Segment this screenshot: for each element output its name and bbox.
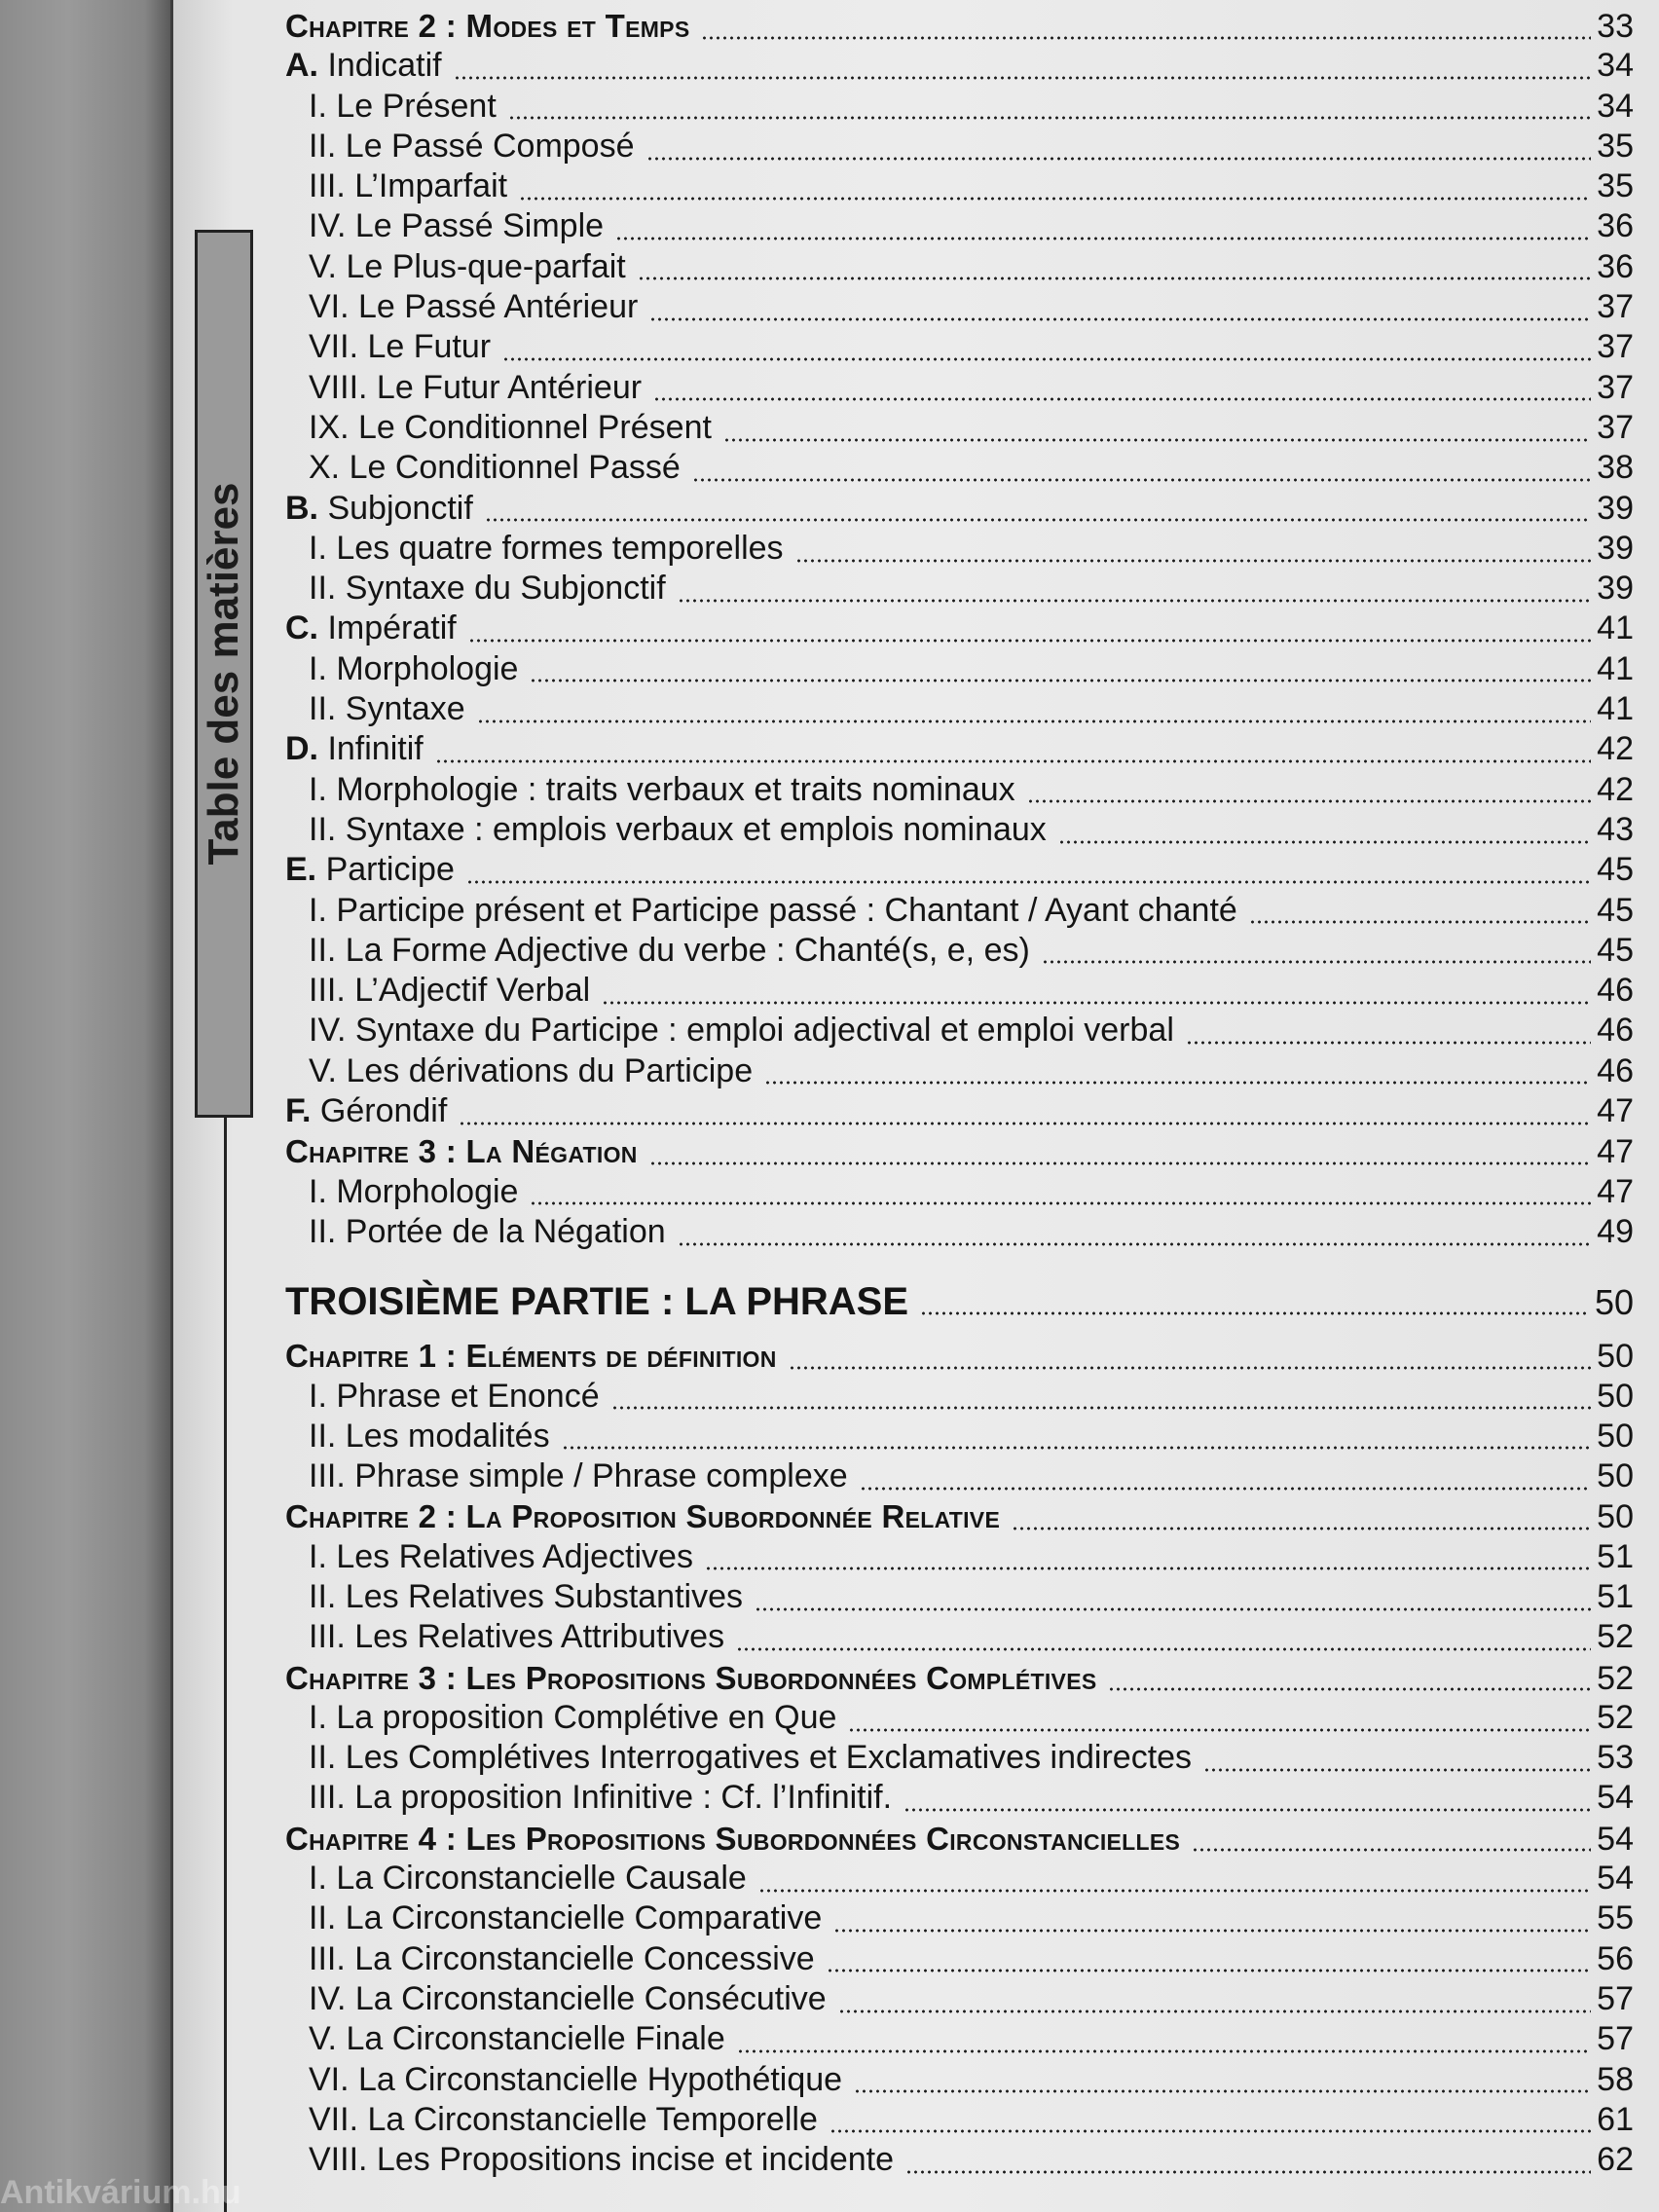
toc-entry-label: II. Syntaxe bbox=[309, 690, 465, 728]
toc-item bbox=[285, 1979, 1634, 2019]
toc-page-number: 47 bbox=[1597, 1133, 1634, 1171]
toc-entry-label: III. L’Imparfait bbox=[309, 167, 508, 205]
toc-item bbox=[285, 206, 1634, 246]
toc-entry-label: Gérondif bbox=[319, 1092, 448, 1130]
toc-entry-label: Chapitre 3 : La Négation bbox=[285, 1133, 638, 1170]
toc-page-number: 51 bbox=[1597, 1537, 1634, 1575]
toc-page-number: 58 bbox=[1597, 2060, 1634, 2098]
toc-item bbox=[285, 649, 1634, 689]
dot-leader bbox=[649, 317, 1591, 321]
toc-entry-label: III. La proposition Infinitive : Cf. l’Infinitif. bbox=[309, 1779, 893, 1817]
toc-item bbox=[285, 2060, 1634, 2100]
toc-page-number: 52 bbox=[1597, 1618, 1634, 1656]
toc-entry-label: II. Les Relatives Substantives bbox=[309, 1577, 744, 1615]
toc-entry-label: III. L’Adjectif Verbal bbox=[309, 972, 591, 1010]
dot-leader bbox=[530, 1201, 1591, 1205]
toc-page-number: 35 bbox=[1597, 167, 1634, 205]
dot-leader bbox=[920, 1311, 1589, 1315]
toc-item bbox=[285, 287, 1634, 327]
dot-leader bbox=[646, 157, 1592, 161]
toc-page-number: 43 bbox=[1597, 810, 1634, 848]
toc-page-number: 54 bbox=[1597, 1779, 1634, 1817]
toc-item bbox=[285, 569, 1634, 608]
toc-page-number: 46 bbox=[1597, 1012, 1634, 1050]
dot-leader bbox=[485, 518, 1591, 522]
toc-section-letter: D. bbox=[285, 730, 318, 768]
toc-page-number: 39 bbox=[1597, 489, 1634, 527]
dot-leader bbox=[830, 2129, 1591, 2133]
dot-leader bbox=[519, 197, 1591, 201]
toc-page-number: 45 bbox=[1597, 931, 1634, 969]
dot-leader bbox=[705, 1567, 1591, 1570]
toc-entry-label: III. La Circonstancielle Concessive bbox=[309, 1939, 815, 1977]
dot-leader bbox=[795, 559, 1592, 563]
toc-entry-label: Chapitre 4 : Les Propositions Subordonnées Circonstancielles bbox=[285, 1820, 1181, 1857]
toc-item bbox=[285, 247, 1634, 287]
toc-item bbox=[285, 2019, 1634, 2059]
toc-page-number: 38 bbox=[1597, 449, 1634, 487]
toc-page-number: 50 bbox=[1597, 1417, 1634, 1455]
dot-leader bbox=[737, 2049, 1591, 2053]
toc-page-number: 42 bbox=[1597, 770, 1634, 808]
toc-page-number: 50 bbox=[1597, 1338, 1634, 1376]
toc-entry-label: Infinitif bbox=[327, 730, 424, 768]
toc-entry-label: Chapitre 2 : La Proposition Subordonnée Relative bbox=[285, 1498, 1001, 1535]
toc-item bbox=[285, 127, 1634, 166]
book-page bbox=[170, 0, 1659, 2212]
dot-leader bbox=[678, 599, 1592, 603]
toc-item bbox=[285, 931, 1634, 971]
toc-page-number: 51 bbox=[1597, 1577, 1634, 1615]
toc-entry-label: I. La Circonstancielle Causale bbox=[309, 1860, 747, 1898]
toc-page-number: 37 bbox=[1597, 288, 1634, 326]
toc-entry-label: I. Le Présent bbox=[309, 87, 497, 125]
toc-page-number: 52 bbox=[1597, 1659, 1634, 1697]
toc-entry-label: Chapitre 1 : Eléments de définition bbox=[285, 1338, 777, 1375]
dot-leader bbox=[905, 2170, 1591, 2174]
toc-page-number: 37 bbox=[1597, 368, 1634, 406]
toc-entry-label: I. Morphologie bbox=[309, 649, 519, 687]
toc-item bbox=[285, 2140, 1634, 2180]
toc-entry-label: VI. Le Passé Antérieur bbox=[309, 288, 639, 326]
toc-page-number: 55 bbox=[1597, 1899, 1634, 1937]
toc-page-number: 50 bbox=[1594, 1282, 1634, 1323]
toc-page-number: 39 bbox=[1597, 570, 1634, 608]
dot-leader bbox=[827, 1969, 1591, 1972]
side-tab-label: Table des matières bbox=[200, 482, 247, 866]
toc-item bbox=[285, 1859, 1634, 1899]
dot-leader bbox=[435, 759, 1591, 763]
toc-page-number: 52 bbox=[1597, 1698, 1634, 1736]
toc-section bbox=[285, 850, 1634, 890]
toc-entry-label: I. Morphologie bbox=[309, 1172, 519, 1210]
toc-page-number: 34 bbox=[1597, 87, 1634, 125]
toc-item bbox=[285, 1417, 1634, 1456]
dot-leader bbox=[764, 1081, 1591, 1085]
toc-entry-label: IV. Le Passé Simple bbox=[309, 207, 605, 245]
side-rule bbox=[224, 1118, 227, 2212]
toc-page-number: 54 bbox=[1597, 1820, 1634, 1858]
toc-page-number: 37 bbox=[1597, 328, 1634, 366]
dot-leader bbox=[508, 116, 1591, 120]
toc-entry-label: Participe bbox=[325, 851, 455, 889]
toc-item bbox=[285, 891, 1634, 931]
toc-item bbox=[285, 1537, 1634, 1577]
toc-section bbox=[285, 489, 1634, 529]
toc-entry-label: I. Les Relatives Adjectives bbox=[309, 1537, 693, 1575]
table-of-contents bbox=[285, 6, 1634, 2180]
toc-page-number: 46 bbox=[1597, 1051, 1634, 1089]
dot-leader bbox=[454, 76, 1592, 80]
toc-item bbox=[285, 368, 1634, 408]
toc-page-number: 49 bbox=[1597, 1212, 1634, 1250]
dot-leader bbox=[701, 36, 1591, 40]
toc-entry-label: TROISIÈME PARTIE : LA PHRASE bbox=[285, 1280, 909, 1324]
toc-entry-label: V. Le Plus-que-parfait bbox=[309, 247, 626, 285]
toc-section-letter: C. bbox=[285, 609, 318, 647]
toc-section-letter: A. bbox=[285, 47, 318, 85]
toc-entry-label: Subjonctif bbox=[327, 489, 473, 527]
dot-leader bbox=[860, 1487, 1591, 1491]
dot-leader bbox=[758, 1889, 1591, 1893]
toc-entry-label: II. La Circonstancielle Comparative bbox=[309, 1899, 823, 1937]
book-spine bbox=[0, 0, 170, 2212]
toc-page-number: 57 bbox=[1597, 2020, 1634, 2058]
toc-item bbox=[285, 1778, 1634, 1818]
toc-entry-label: I. Morphologie : traits verbaux et traits nominaux bbox=[309, 770, 1015, 808]
toc-item bbox=[285, 87, 1634, 127]
dot-leader bbox=[1027, 799, 1592, 803]
toc-entry-label: IV. La Circonstancielle Consécutive bbox=[309, 1979, 827, 2017]
toc-entry-label: II. Syntaxe : emplois verbaux et emplois nominaux bbox=[309, 810, 1047, 848]
toc-page-number: 45 bbox=[1597, 851, 1634, 889]
dot-leader bbox=[468, 639, 1591, 643]
toc-page-number: 54 bbox=[1597, 1860, 1634, 1898]
toc-entry-label: II. Portée de la Négation bbox=[309, 1212, 666, 1250]
toc-page-number: 47 bbox=[1597, 1172, 1634, 1210]
toc-chapter bbox=[285, 1819, 1634, 1859]
toc-entry-label: Impératif bbox=[327, 609, 457, 647]
toc-chapter bbox=[285, 1131, 1634, 1171]
toc-entry-label: I. Participe présent et Participe passé : Chantant / Ayant chanté bbox=[309, 891, 1237, 929]
toc-entry-label: II. La Forme Adjective du verbe : Chanté(s, e, es) bbox=[309, 931, 1030, 969]
toc-item bbox=[285, 2100, 1634, 2140]
toc-page-number: 39 bbox=[1597, 529, 1634, 567]
dot-leader bbox=[838, 2009, 1591, 2013]
dot-leader bbox=[789, 1366, 1592, 1370]
toc-item bbox=[285, 448, 1634, 488]
dot-leader bbox=[755, 1607, 1591, 1611]
toc-item bbox=[285, 810, 1634, 850]
toc-entry-label: II. Les Complétives Interrogatives et Exclamatives indirectes bbox=[309, 1739, 1193, 1777]
toc-page-number: 50 bbox=[1597, 1377, 1634, 1415]
dot-leader bbox=[466, 880, 1591, 884]
dot-leader bbox=[736, 1647, 1591, 1651]
toc-page-number: 41 bbox=[1597, 609, 1634, 647]
toc-page-number: 50 bbox=[1597, 1498, 1634, 1536]
toc-section-letter: E. bbox=[285, 851, 317, 889]
toc-item bbox=[285, 408, 1634, 448]
dot-leader bbox=[653, 397, 1591, 401]
toc-entry-label: II. Le Passé Composé bbox=[309, 127, 635, 165]
toc-item bbox=[285, 1377, 1634, 1417]
toc-item bbox=[285, 689, 1634, 729]
toc-page-number: 57 bbox=[1597, 1979, 1634, 2017]
toc-section bbox=[285, 729, 1634, 769]
dot-leader bbox=[903, 1808, 1591, 1812]
toc-item bbox=[285, 1738, 1634, 1778]
toc-entry-label: V. La Circonstancielle Finale bbox=[309, 2020, 725, 2058]
toc-page-number: 62 bbox=[1597, 2141, 1634, 2179]
toc-chapter bbox=[285, 1658, 1634, 1698]
dot-leader bbox=[530, 679, 1591, 682]
toc-page-number: 42 bbox=[1597, 730, 1634, 768]
toc-entry-label: V. Les dérivations du Participe bbox=[309, 1051, 754, 1089]
toc-item bbox=[285, 1456, 1634, 1496]
toc-entry-label: IV. Syntaxe du Participe : emploi adjectival et emploi verbal bbox=[309, 1012, 1174, 1050]
dot-leader bbox=[723, 438, 1591, 442]
toc-chapter bbox=[285, 1496, 1634, 1536]
toc-page-number: 41 bbox=[1597, 649, 1634, 687]
toc-item bbox=[285, 327, 1634, 367]
toc-page-number: 47 bbox=[1597, 1092, 1634, 1130]
dot-leader bbox=[1042, 960, 1591, 964]
toc-entry-label: III. Phrase simple / Phrase complexe bbox=[309, 1457, 848, 1495]
toc-chapter bbox=[285, 1336, 1634, 1376]
dot-leader bbox=[833, 1929, 1591, 1933]
toc-entry-label: I. Phrase et Enoncé bbox=[309, 1377, 600, 1415]
toc-page-number: 41 bbox=[1597, 690, 1634, 728]
toc-section-letter: F. bbox=[285, 1092, 312, 1130]
toc-entry-label: I. La proposition Complétive en Que bbox=[309, 1698, 837, 1736]
dot-leader bbox=[1012, 1527, 1591, 1530]
dot-leader bbox=[692, 478, 1591, 482]
toc-page-number: 56 bbox=[1597, 1939, 1634, 1977]
toc-part bbox=[285, 1268, 1634, 1336]
toc-entry-label: Chapitre 3 : Les Propositions Subordonnées Complétives bbox=[285, 1659, 1097, 1696]
toc-page-number: 61 bbox=[1597, 2100, 1634, 2138]
toc-section bbox=[285, 608, 1634, 648]
toc-item bbox=[285, 1617, 1634, 1657]
dot-leader bbox=[1058, 840, 1591, 844]
toc-entry-label: VII. La Circonstancielle Temporelle bbox=[309, 2100, 818, 2138]
dot-leader bbox=[1203, 1768, 1591, 1772]
toc-entry-label: Chapitre 2 : Modes et Temps bbox=[285, 8, 690, 44]
watermark: Antikvárium.hu bbox=[0, 2174, 241, 2211]
toc-page-number: 36 bbox=[1597, 247, 1634, 285]
dot-leader bbox=[1249, 920, 1591, 924]
toc-page-number: 53 bbox=[1597, 1739, 1634, 1777]
toc-page-number: 46 bbox=[1597, 972, 1634, 1010]
dot-leader bbox=[854, 2089, 1591, 2093]
toc-page-number: 35 bbox=[1597, 127, 1634, 165]
toc-page-number: 45 bbox=[1597, 891, 1634, 929]
toc-item bbox=[285, 1577, 1634, 1617]
toc-item bbox=[285, 1172, 1634, 1212]
dot-leader bbox=[502, 357, 1591, 361]
toc-entry-label: IX. Le Conditionnel Présent bbox=[309, 408, 712, 446]
toc-item bbox=[285, 166, 1634, 206]
toc-entry-label: Indicatif bbox=[327, 47, 442, 85]
dot-leader bbox=[1108, 1687, 1591, 1691]
dot-leader bbox=[611, 1406, 1592, 1410]
toc-page-number: 36 bbox=[1597, 207, 1634, 245]
toc-entry-label: VI. La Circonstancielle Hypothétique bbox=[309, 2060, 843, 2098]
toc-section bbox=[285, 1091, 1634, 1131]
toc-entry-label: II. Syntaxe du Subjonctif bbox=[309, 570, 666, 608]
toc-entry-label: II. Les modalités bbox=[309, 1417, 550, 1455]
toc-page-number: 50 bbox=[1597, 1457, 1634, 1495]
dot-leader bbox=[678, 1242, 1591, 1246]
toc-entry-label: III. Les Relatives Attributives bbox=[309, 1618, 725, 1656]
toc-entry-label: VIII. Le Futur Antérieur bbox=[309, 368, 643, 406]
toc-item bbox=[285, 1212, 1634, 1252]
toc-page-number: 33 bbox=[1597, 8, 1634, 45]
dot-leader bbox=[649, 1161, 1592, 1165]
dot-leader bbox=[459, 1122, 1591, 1125]
toc-chapter bbox=[285, 6, 1634, 46]
toc-section bbox=[285, 46, 1634, 86]
toc-entry-label: X. Le Conditionnel Passé bbox=[309, 449, 681, 487]
toc-entry-label: VIII. Les Propositions incise et incidente bbox=[309, 2141, 894, 2179]
toc-entry-label: I. Les quatre formes temporelles bbox=[309, 529, 784, 567]
toc-item bbox=[285, 1011, 1634, 1051]
dot-leader bbox=[848, 1728, 1591, 1732]
dot-leader bbox=[1192, 1848, 1591, 1852]
dot-leader bbox=[602, 1001, 1591, 1005]
toc-item bbox=[285, 1899, 1634, 1938]
toc-section-letter: B. bbox=[285, 489, 318, 527]
toc-item bbox=[285, 1698, 1634, 1738]
toc-entry-label: VII. Le Futur bbox=[309, 328, 492, 366]
toc-page-number: 37 bbox=[1597, 408, 1634, 446]
toc-item bbox=[285, 1051, 1634, 1091]
dot-leader bbox=[615, 237, 1591, 240]
dot-leader bbox=[562, 1446, 1592, 1450]
dot-leader bbox=[1186, 1041, 1591, 1045]
toc-page-number: 34 bbox=[1597, 47, 1634, 85]
toc-item bbox=[285, 971, 1634, 1011]
toc-item bbox=[285, 1939, 1634, 1979]
toc-item bbox=[285, 770, 1634, 810]
dot-leader bbox=[477, 719, 1592, 723]
dot-leader bbox=[638, 276, 1591, 280]
toc-item bbox=[285, 529, 1634, 569]
side-tab bbox=[195, 230, 253, 1118]
